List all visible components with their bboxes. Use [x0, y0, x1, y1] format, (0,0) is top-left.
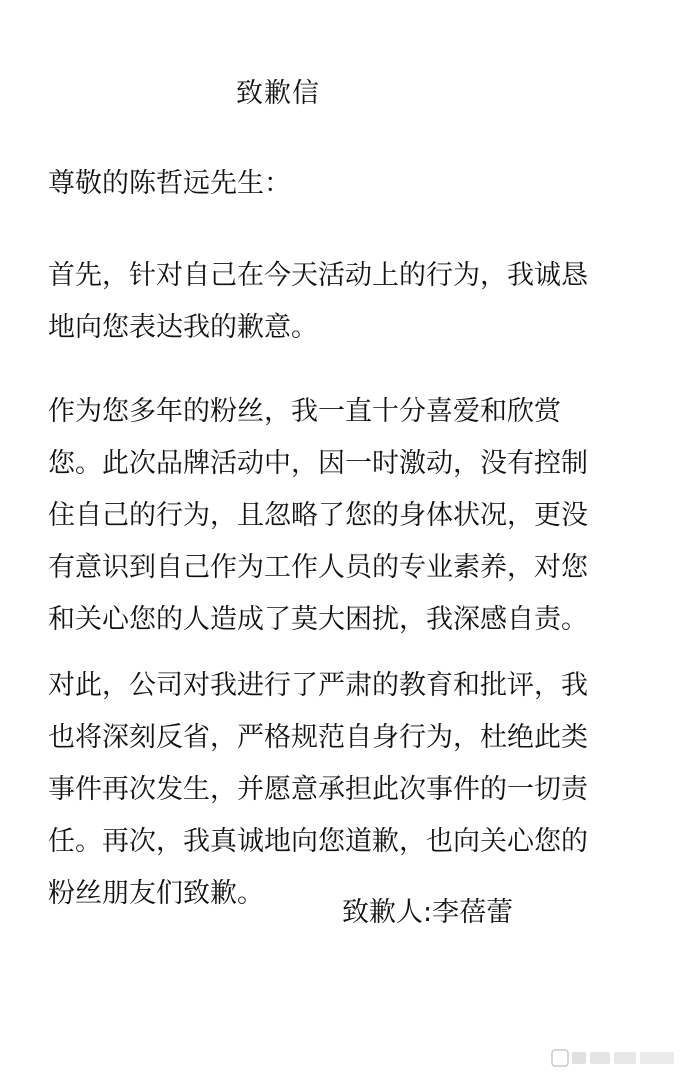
paragraph-line: 粉丝朋友们致歉。: [48, 878, 264, 909]
paragraph-line: 事件再次发生，并愿意承担此次事件的一切责: [48, 774, 588, 805]
paragraph-line: 作为您多年的粉丝，我一直十分喜爱和欣赏: [48, 396, 561, 427]
letter-salutation: 尊敬的陈哲远先生：: [48, 168, 291, 199]
paragraph-line: 任。再次，我真诚地向您道歉，也向关心您的: [48, 826, 588, 857]
paragraph-line: 首先，针对自己在今天活动上的行为，我诚恳: [48, 260, 588, 291]
paragraph-1: [48, 250, 648, 354]
paragraph-2: [48, 386, 648, 646]
watermark-logo: [550, 1046, 678, 1070]
paragraph-line: 也将深刻反省，严格规范自身行为，杜绝此类: [48, 722, 588, 753]
paragraph-line: 您。此次品牌活动中，因一时激动，没有控制: [48, 448, 588, 479]
paragraph-line: 和关心您的人造成了莫大困扰，我深感自责。: [48, 604, 588, 635]
paragraph-line: 地向您表达我的歉意。: [48, 312, 318, 343]
letter-signature: 致歉人:李蓓蕾: [342, 897, 514, 928]
letter-title: 致歉信: [236, 78, 320, 109]
paragraph-3: [48, 660, 648, 920]
paragraph-line: 有意识到自己作为工作人员的专业素养，对您: [48, 552, 588, 583]
paragraph-line: 对此，公司对我进行了严肃的教育和批评，我: [48, 670, 588, 701]
paragraph-line: 住自己的行为，且忽略了您的身体状况，更没: [48, 500, 588, 531]
